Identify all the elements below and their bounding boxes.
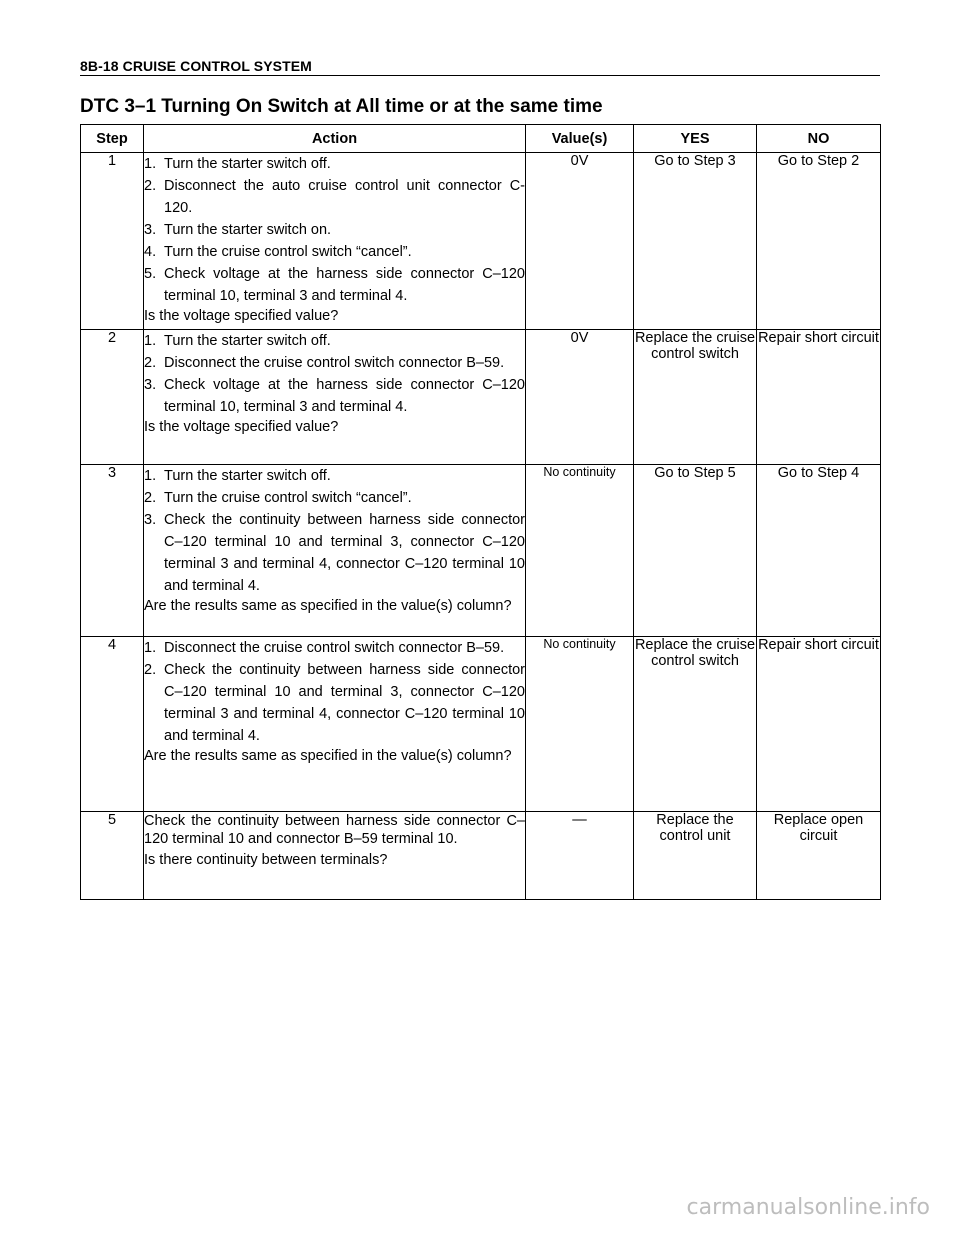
action-question: Is there continuity between terminals?: [144, 852, 388, 868]
action-item: [144, 659, 525, 747]
column-header-action: Action: [144, 125, 526, 153]
action-item: [144, 241, 525, 263]
action-list: [144, 637, 525, 747]
action-list: [144, 153, 525, 307]
action-text: Turn the starter switch off.: [164, 468, 331, 484]
yes-cell: Replace the control unit: [634, 812, 757, 900]
action-cell: [144, 330, 526, 465]
action-number: 2.: [144, 490, 157, 506]
no-cell: Repair short circuit: [757, 637, 881, 812]
action-item: [144, 330, 525, 352]
action-item: [144, 263, 525, 307]
action-question: Is the voltage specified value?: [144, 419, 339, 435]
action-number: 2.: [144, 178, 157, 194]
action-number: 1.: [144, 333, 157, 349]
value-cell: No continuity: [526, 637, 634, 812]
action-item: [144, 637, 525, 659]
yes-cell: Go to Step 3: [634, 153, 757, 330]
action-text: Disconnect the cruise control switch connector B–59.: [164, 355, 505, 371]
action-number: 1.: [144, 640, 157, 656]
action-number: 4.: [144, 244, 157, 260]
no-cell: Go to Step 4: [757, 465, 881, 637]
action-text: Disconnect the cruise control switch connector B–59.: [164, 640, 505, 656]
action-number: 1.: [144, 468, 157, 484]
action-number: 5.: [144, 266, 157, 282]
yes-cell: Go to Step 5: [634, 465, 757, 637]
step-number: 4: [81, 637, 144, 812]
action-text: Turn the starter switch off.: [164, 333, 331, 349]
no-cell: Repair short circuit: [757, 330, 881, 465]
step-number: 5: [81, 812, 144, 900]
action-text: Check the continuity between harness side connector C–120 terminal 10 and terminal 3, connector C–120 terminal 3 and terminal 4, connector C–120 terminal 10 and terminal 4.: [164, 662, 525, 744]
action-text: Check voltage at the harness side connector C–120 terminal 10, terminal 3 and terminal 4.: [164, 377, 525, 415]
table-row: [81, 330, 881, 465]
diagnostic-table: [80, 124, 881, 900]
action-item: [144, 219, 525, 241]
value-cell: —: [526, 812, 634, 900]
action-item: [144, 153, 525, 175]
action-item: [144, 352, 525, 374]
action-item: [144, 175, 525, 219]
watermark: carmanualsonline.info: [686, 1195, 930, 1220]
action-text: Turn the starter switch on.: [164, 222, 332, 238]
action-item: [144, 509, 525, 597]
action-text: Turn the cruise control switch “cancel”.: [164, 490, 412, 506]
action-cell: [144, 812, 526, 900]
table-row: [81, 637, 881, 812]
action-text: Check the continuity between harness side connector C–120 terminal 10 and terminal 3, connector C–120 terminal 3 and terminal 4, connector C–120 terminal 10 and terminal 4.: [164, 512, 525, 594]
no-cell: Replace open circuit: [757, 812, 881, 900]
table-row: [81, 153, 881, 330]
action-question: Are the results same as specified in the value(s) column?: [144, 748, 512, 764]
yes-cell: Replace the cruise control switch: [634, 330, 757, 465]
page-title: DTC 3–1 Turning On Switch at All time or at the same time: [80, 96, 603, 117]
column-header-no: NO: [757, 125, 881, 153]
action-list: [144, 330, 525, 418]
action-number: 1.: [144, 156, 157, 172]
action-text: Turn the cruise control switch “cancel”.: [164, 244, 412, 260]
action-number: 3.: [144, 222, 157, 238]
action-item: [144, 465, 525, 487]
action-item: [144, 487, 525, 509]
step-number: 2: [81, 330, 144, 465]
action-number: 2.: [144, 662, 157, 678]
action-text: Check voltage at the harness side connector C–120 terminal 10, terminal 3 and terminal 4.: [164, 266, 525, 304]
column-header-values: Value(s): [526, 125, 634, 153]
action-cell: [144, 465, 526, 637]
value-cell: No continuity: [526, 465, 634, 637]
table-header-row: [81, 125, 881, 153]
column-header-step: Step: [81, 125, 144, 153]
table-row: [81, 465, 881, 637]
action-number: 3.: [144, 512, 157, 528]
action-list: [144, 465, 525, 597]
value-cell: 0V: [526, 153, 634, 330]
yes-cell: Replace the cruise control switch: [634, 637, 757, 812]
table-row: [81, 812, 881, 900]
action-cell: [144, 637, 526, 812]
action-text: Disconnect the auto cruise control unit connector C-120.: [164, 178, 525, 216]
value-cell: 0V: [526, 330, 634, 465]
action-item: [144, 374, 525, 418]
action-question: Is the voltage specified value?: [144, 308, 339, 324]
action-text: Turn the starter switch off.: [164, 156, 331, 172]
action-number: 2.: [144, 355, 157, 371]
page-header: 8B-18 CRUISE CONTROL SYSTEM: [80, 58, 880, 76]
action-question: Are the results same as specified in the value(s) column?: [144, 598, 512, 614]
action-number: 3.: [144, 377, 157, 393]
step-number: 1: [81, 153, 144, 330]
action-cell: [144, 153, 526, 330]
step-number: 3: [81, 465, 144, 637]
action-text: Check the continuity between harness side connector C–120 terminal 10 and connector B–59 terminal 10.: [144, 813, 525, 847]
column-header-yes: YES: [634, 125, 757, 153]
no-cell: Go to Step 2: [757, 153, 881, 330]
